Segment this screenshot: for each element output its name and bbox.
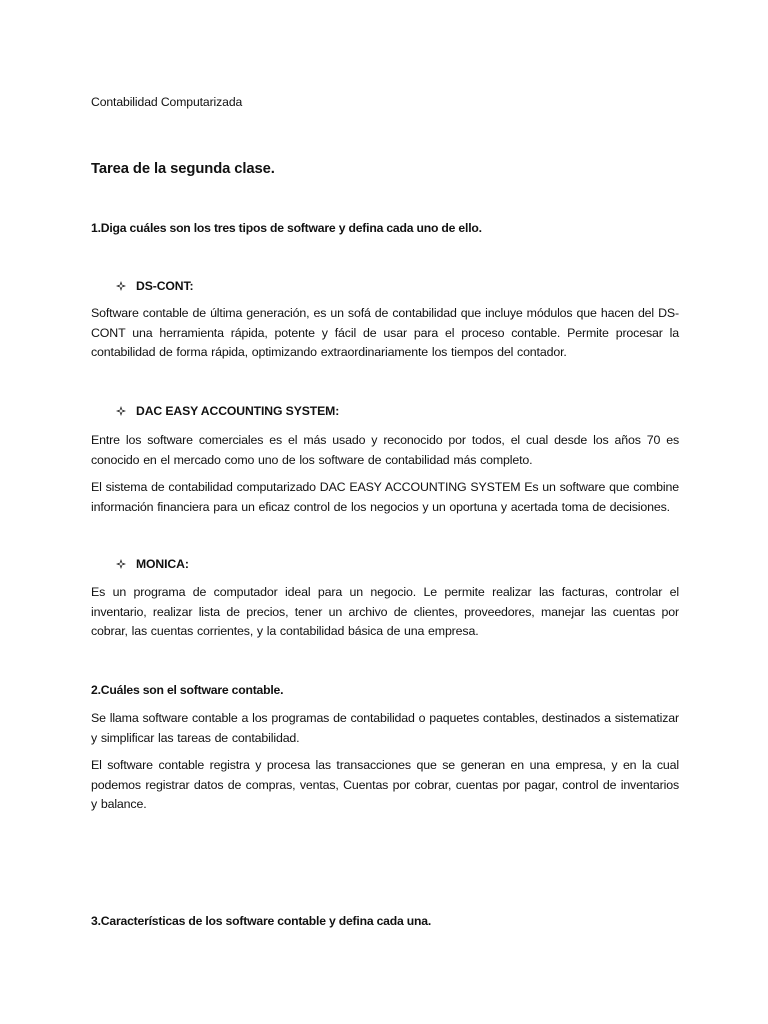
bullet-label-dscont: DS-CONT: <box>136 279 194 293</box>
bullet-item-dac-easy <box>116 403 339 419</box>
paragraph-dscont: Software contable de última generación, es un sofá de contabilidad que incluye módulos que hacen del DS-CONT una herramienta rápida, potente y fácil de usar para el proceso contable. Permite procesar la contabilidad de forma rápida, optimizando extraordinariamente los tiempos del contador. <box>91 306 679 359</box>
document-header: Contabilidad Computarizada <box>91 95 243 109</box>
paragraph-answer-2-1: Se llama software contable a los programas de contabilidad o paquetes contables, destinados a sistematizar y simplificar las tareas de contabilidad. <box>91 711 679 745</box>
diamond-bullet-icon <box>116 559 126 569</box>
question-2: 2.Cuáles son el software contable. <box>91 683 284 697</box>
question-1: 1.Diga cuáles son los tres tipos de software y defina cada uno de ello. <box>91 221 482 235</box>
bullet-label-dac-easy: DAC EASY ACCOUNTING SYSTEM: <box>136 404 340 418</box>
paragraph-dac-easy-2: El sistema de contabilidad computarizado DAC EASY ACCOUNTING SYSTEM Es un software que combine información financiera para un eficaz control de los negocios y un oportuna y acertada toma de decisiones. <box>91 480 679 514</box>
document-title: Tarea de la segunda clase. <box>91 161 275 177</box>
paragraph-answer-2-2: El software contable registra y procesa las transacciones que se generan en una empresa, y en la cual podemos registrar datos de compras, ventas, Cuentas por cobrar, cuentas por pagar, control de inventarios y balance. <box>91 758 679 811</box>
paragraph-monica: Es un programa de computador ideal para un negocio. Le permite realizar las facturas, controlar el inventario, realizar lista de precios, tener un archivo de clientes, proveedores, manejar las cuentas por cobrar, las cuentas corrientes, y la contabilidad básica de una empresa. <box>91 585 679 638</box>
diamond-bullet-icon <box>116 406 126 416</box>
bullet-item-dscont <box>116 278 193 294</box>
bullet-item-monica <box>116 556 189 572</box>
paragraph-dac-easy-1: Entre los software comerciales es el más usado y reconocido por todos, el cual desde los años 70 es conocido en el mercado como uno de los software de contabilidad más completo. <box>91 433 679 467</box>
question-3: 3.Características de los software contable y defina cada una. <box>91 914 432 928</box>
diamond-bullet-icon <box>116 281 126 291</box>
bullet-label-monica: MONICA: <box>136 557 189 571</box>
